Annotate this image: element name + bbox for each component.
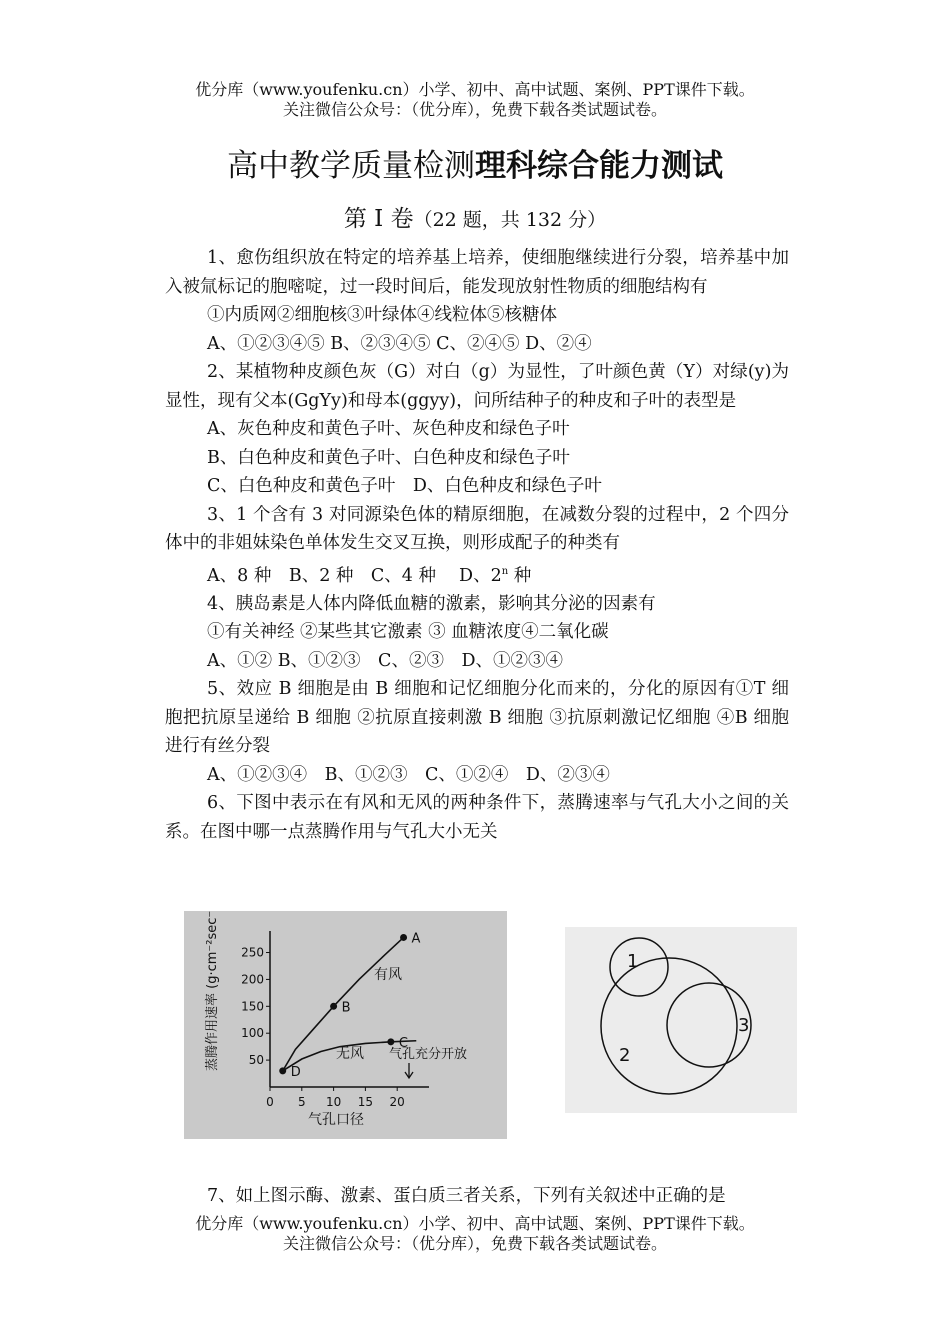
- series-label-still: 无风: [336, 1046, 364, 1062]
- q4-items: ①有关神经 ②某些其它激素 ③ 血糖浓度④二氧化碳: [207, 622, 609, 643]
- q2-option-a: A、灰色种皮和黄色子叶、灰色种皮和绿色子叶: [207, 419, 570, 439]
- point-b: [330, 1003, 337, 1010]
- point-d: [279, 1067, 286, 1074]
- q4-stem: 4、胰岛素是人体内降低血糖的激素，影响其分泌的因素有: [207, 593, 656, 614]
- circle-2: [601, 958, 737, 1094]
- point-label-c: C: [398, 1035, 408, 1051]
- q1-items: ①内质网②细胞核③叶绿体④线粒体⑤核糖体: [207, 305, 557, 325]
- y-tick-label: 100: [241, 1026, 264, 1041]
- footer-line-1: 优分库（www.youfenku.cn）小学、初中、高中试题、案例、PPT课件下载。: [195, 1214, 755, 1233]
- venn-diagram: [565, 927, 797, 1113]
- x-tick-label: 20: [389, 1095, 405, 1109]
- q3-options-post: 种: [508, 565, 532, 586]
- q6-stem: 6、下图中表示在有风和无风的两种条件下，蒸腾速率与气孔大小之间的关系。在图中哪一点蒸腾作用与气孔大小无关: [165, 793, 789, 842]
- chart-annotation: 气孔充分开放: [389, 1047, 468, 1062]
- transpiration-chart: [184, 911, 507, 1139]
- x-tick-label: 0: [266, 1095, 274, 1109]
- series-label-windy: 有风: [374, 967, 402, 983]
- transpiration-chart-figure: [184, 911, 507, 1139]
- q3-options: [165, 558, 789, 590]
- q2-stem: 2、某植物种皮颜色灰（G）对白（g）为显性，了叶颜色黄（Y）对绿(y)为显性，现有父本(GgYy)和母本(ggyy)，问所结种子的种皮和子叶的表型是: [165, 362, 789, 411]
- q1-stem: 1、愈伤组织放在特定的培养基上培养，使细胞继续进行分裂，培养基中加入被氚标记的胞嘧啶，过一段时间后，能发现放射性物质的细胞结构有: [165, 248, 789, 297]
- q3-options-sup: n: [501, 565, 509, 577]
- chart-x-label: 气孔口径: [308, 1112, 364, 1128]
- point-a: [400, 934, 407, 941]
- footer-line-2: 关注微信公众号：（优分库），免费下载各类试题试卷。: [282, 1234, 667, 1253]
- y-tick-label: 200: [241, 972, 264, 987]
- q1-options: A、①②③④⑤ B、②③④⑤ C、②④⑤ D、②④: [207, 333, 592, 354]
- venn-label-2: 2: [619, 1045, 631, 1066]
- header-line-2: 关注微信公众号：（优分库），免费下载各类试题试卷。: [282, 100, 667, 119]
- q5-stem: 5、效应 B 细胞是由 B 细胞和记忆细胞分化而来的，分化的原因有①T 细胞把抗原呈递给 B 细胞 ②抗原直接刺激 B 细胞 ③抗原刺激记忆细胞 ④B 细胞进行有丝分裂: [165, 679, 789, 757]
- q3-options-pre: A、8 种 B、2 种 C、4 种 D、2: [207, 565, 502, 586]
- point-label-d: D: [290, 1064, 301, 1080]
- point-c: [387, 1038, 394, 1045]
- header-line-1: 优分库（www.youfenku.cn）小学、初中、高中试题、案例、PPT课件下载。: [195, 80, 755, 99]
- question-list: [165, 244, 789, 846]
- q4-options: A、①② B、①②③ C、②③ D、①②③④: [207, 650, 563, 671]
- q3-stem: 3、1 个含有 3 对同源染色体的精原细胞，在减数分裂的过程中，2 个四分体中的非姐妹染色单体发生交叉互换，则形成配子的种类有: [165, 504, 789, 553]
- section-note: （22 题，共 132 分）: [413, 209, 607, 231]
- venn-diagram-figure: [565, 927, 797, 1113]
- q7-stem: 7、如上图示酶、激素、蛋白质三者关系，下列有关叙述中正确的是: [207, 1186, 726, 1206]
- venn-label-3: 3: [738, 1015, 750, 1036]
- point-label-a: A: [411, 931, 421, 947]
- y-tick-label: 250: [241, 945, 264, 960]
- venn-label-1: 1: [627, 951, 639, 972]
- x-tick-label: 10: [325, 1095, 342, 1109]
- q5-options: A、①②③④ B、①②③ C、①②④ D、②③④: [207, 764, 610, 785]
- title-plain: 高中教学质量检测: [227, 148, 475, 184]
- section-main: 第 I 卷: [343, 206, 414, 232]
- circle-1: [610, 938, 668, 996]
- y-tick-label: 150: [241, 999, 264, 1014]
- point-label-b: B: [341, 1000, 351, 1016]
- title-bold: 理科综合能力测试: [475, 148, 723, 184]
- q2-option-b: B、白色种皮和黄色子叶、白色种皮和绿色子叶: [207, 447, 570, 468]
- page-title: [0, 140, 950, 185]
- chart-y-label: 蒸腾作用速率 (g·cm⁻²sec⁻¹): [205, 911, 220, 1071]
- x-tick-label: 15: [357, 1095, 374, 1109]
- x-tick-label: 5: [297, 1095, 306, 1109]
- q2-option-cd: C、白色种皮和黄色子叶 D、白色种皮和绿色子叶: [207, 476, 602, 496]
- section-heading: [0, 200, 950, 233]
- y-tick-label: 50: [248, 1053, 264, 1068]
